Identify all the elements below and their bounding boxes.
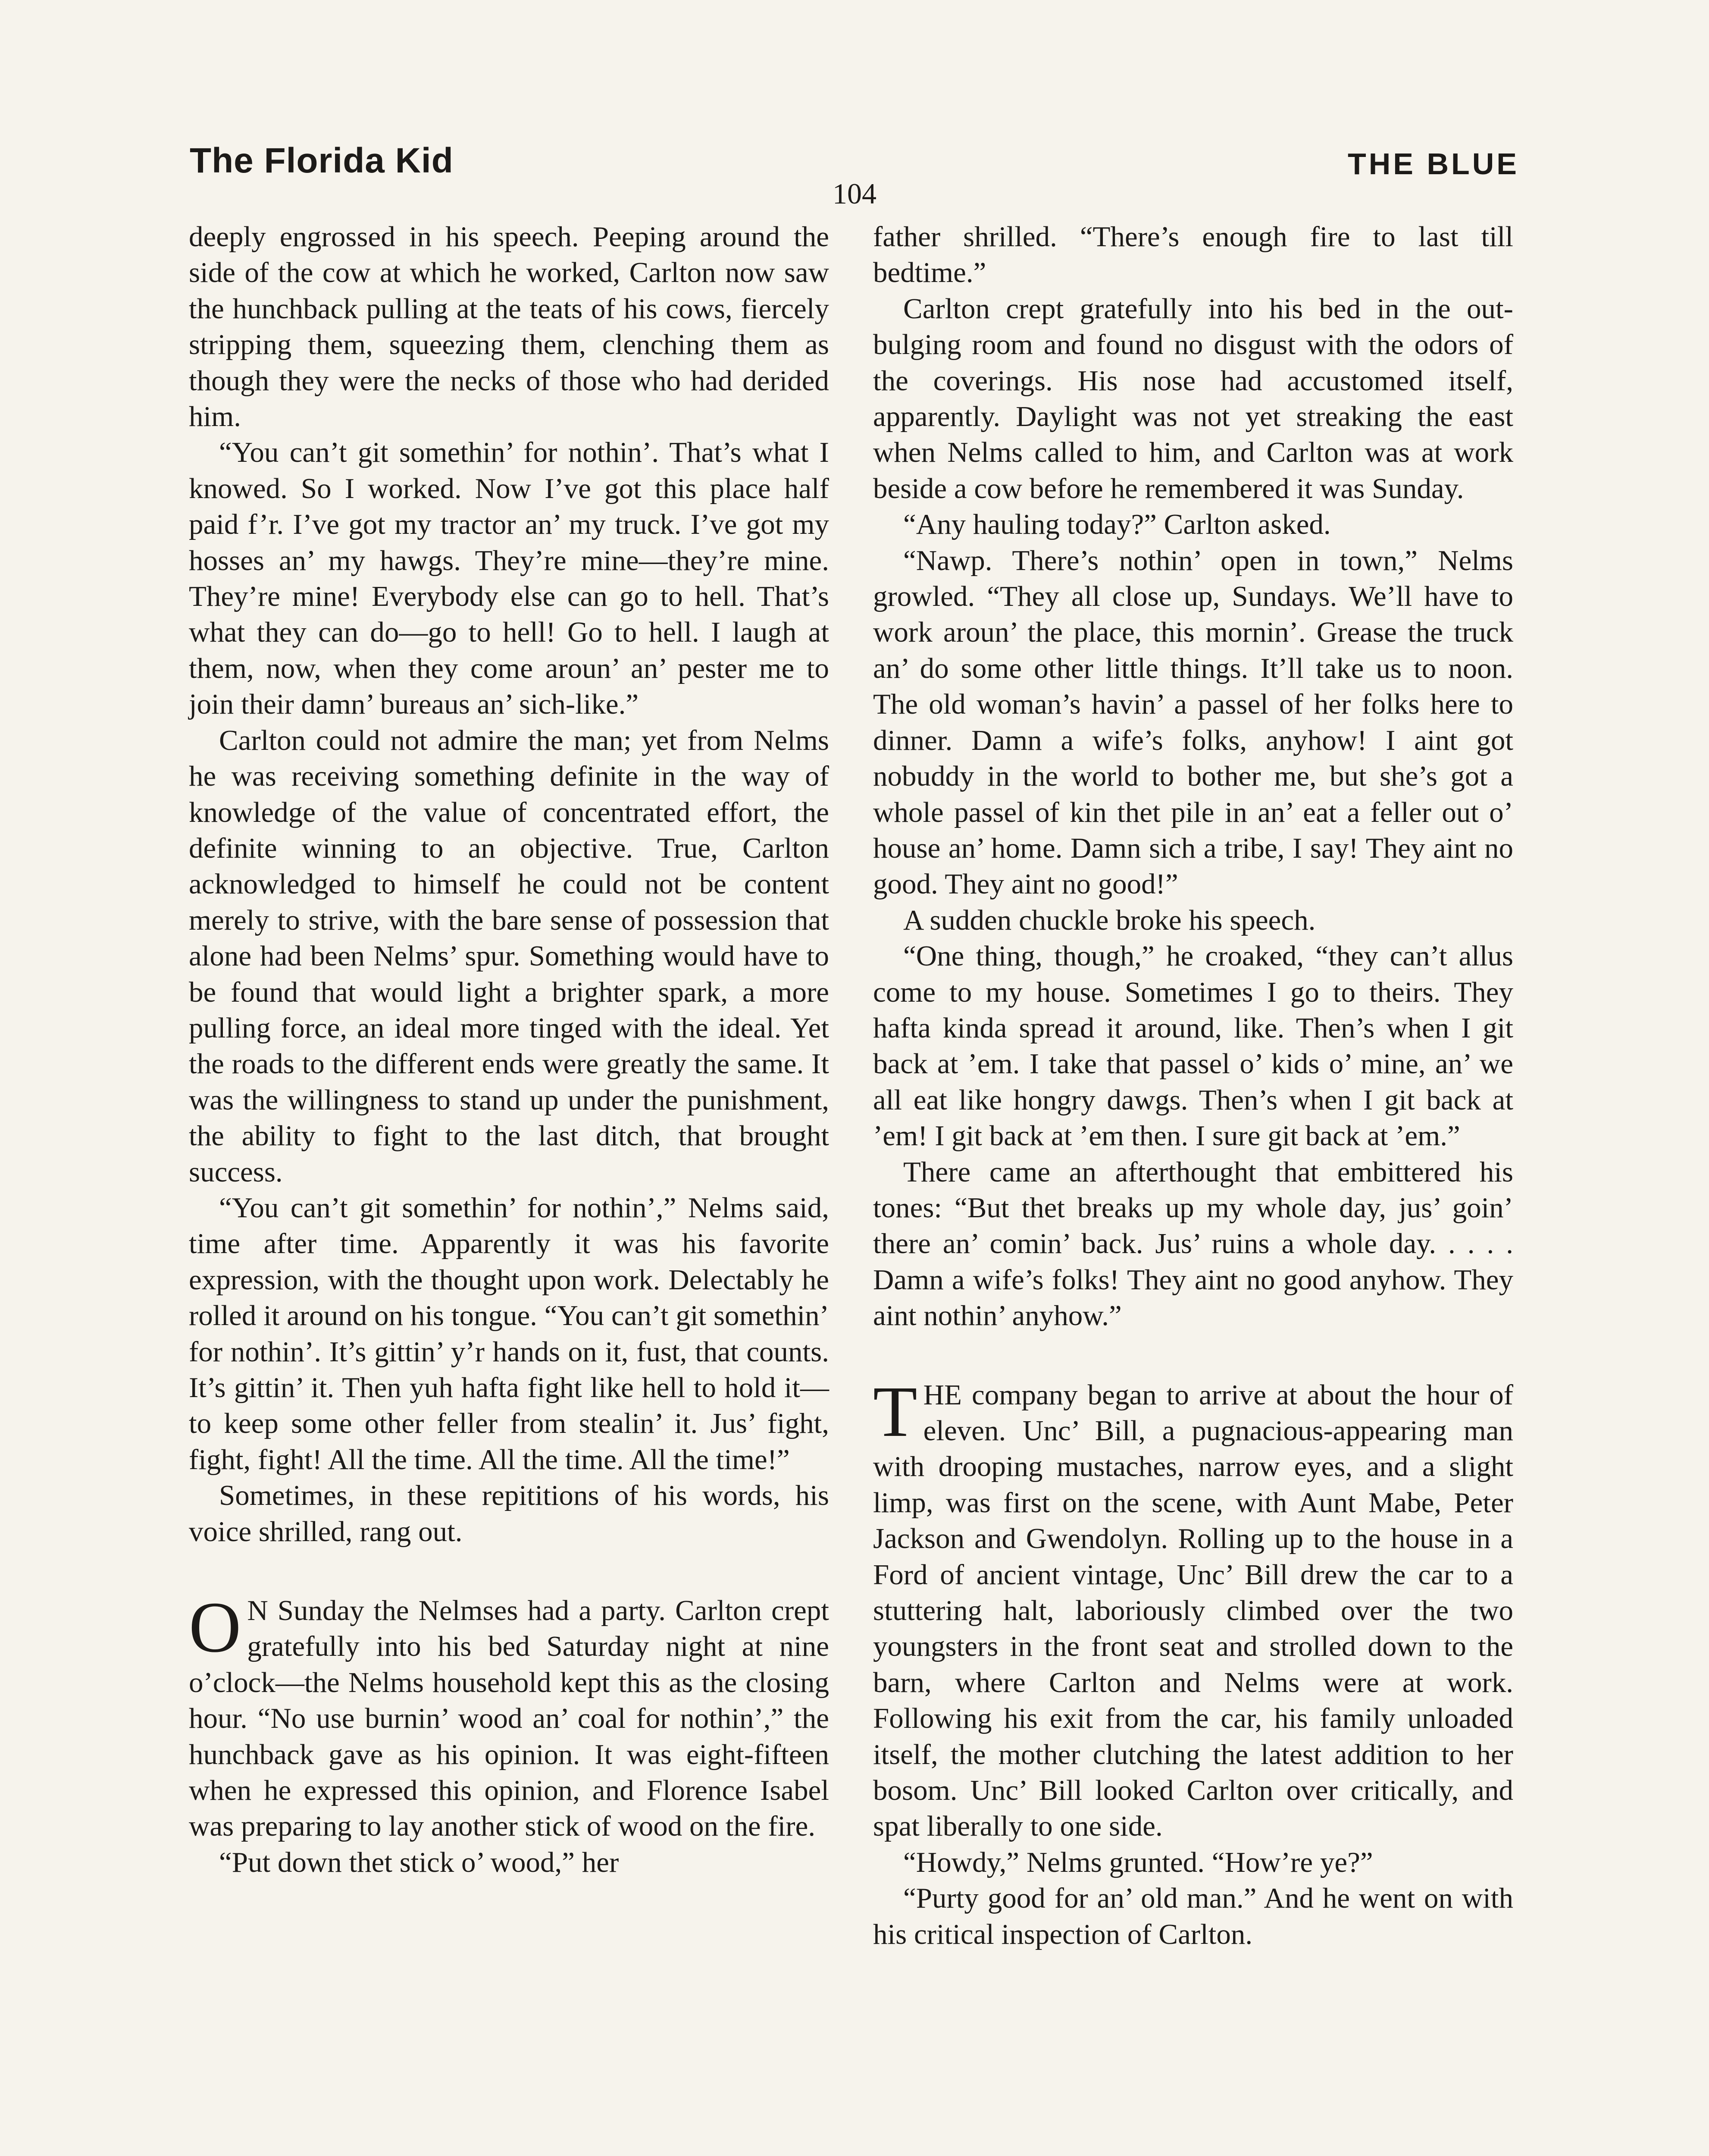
paragraph: “Nawp. There’s nothin’ open in town,” Nelms growled. “They all close up, Sundays. We’ll have to work aroun’ the place, this mornin’. Grease the truck an’ do some other little things. It’ll take us to noon. The old woman’s havin’ a passel of her folks here to dinner. Damn a wife’s folks, anyhow! I aint got nobuddy in the world to bother me, but she’s got a whole passel of kin thet pile in an’ eat a feller out o’ house an’ home. Damn sich a tribe, I say! They aint no good. They aint no good!” xyxy=(873,544,1513,900)
paragraph: “You can’t git somethin’ for nothin’. That’s what I knowed. So I worked. Now I’ve got this place half paid f’r. I’ve got my tractor an’ my truck. I’ve got my hosses an’ my hawgs. They’re mine—they’re mine. They’re mine! Everybody else can go to hell. That’s what they can do—go to hell! Go to hell. I laugh at them, now, when they come aroun’ an’ pester me to join their damn’ bureaus an’ sich-like.” xyxy=(189,436,829,721)
paragraph: There came an afterthought that embittered his tones: “But thet breaks up my whole day, jus’ goin’ there an’ comin’ back. Jus’ ruins a whole day. . . . . Damn a wife’s folks! They aint no good anyhow. They aint nothin’ anyhow.” xyxy=(873,1156,1513,1332)
story-title: The Florida Kid xyxy=(190,141,454,180)
drop-cap: T xyxy=(873,1371,917,1452)
paragraph: Carlton crept gratefully into his bed in the out-bulging room and found no disgust with the odors of the coverings. His nose had accustomed itself, apparently. Daylight was not yet streaking the east when Nelms called to him, and Carlton was at work beside a cow before he remembered it was Sunday. xyxy=(873,292,1513,505)
paragraph: Carlton could not admire the man; yet from Nelms he was receiving something definite in the way of knowledge of the value of concentrated effort, the definite winning to an objective. True, Carlton acknowledged to himself he could not be content merely to strive, with the bare sense of possession that alone had been Nelms’ spur. Something would have to be found that would light a brighter spark, a more pulling force, an ideal more tinged with the ideal. Yet the roads to the different ends were greatly the same. It was the willingness to stand up under the punishment, the ability to fight to the last ditch, that brought success. xyxy=(189,724,829,1188)
paragraph: “Purty good for an’ old man.” And he went on with his critical inspection of Carlton. xyxy=(873,1882,1513,1950)
section-paragraph xyxy=(189,1587,829,1845)
page-number: 104 xyxy=(833,177,876,210)
paragraph: Sometimes, in these repititions of his words, his voice shrilled, rang out. xyxy=(189,1479,829,1548)
paragraph: “One thing, though,” he croaked, “they can’t allus come to my house. Sometimes I go to theirs. They hafta kinda spread it around, like. Then’s when I git back at ’em. I take that passel o’ kids o’ mine, an’ we all eat like hongry dawgs. Then’s when I git back at ’em! I git back at ’em then. I sure git back at ’em.” xyxy=(873,940,1513,1152)
paragraph: “Any hauling today?” Carlton asked. xyxy=(903,508,1331,541)
paragraph: “Put down thet stick o’ wood,” her xyxy=(219,1846,619,1878)
magazine-title: THE BLUE xyxy=(1348,147,1519,181)
section-paragraph xyxy=(873,1371,1513,1845)
paragraph: “Howdy,” Nelms grunted. “How’re ye?” xyxy=(903,1846,1373,1878)
left-column xyxy=(189,219,829,1880)
right-column xyxy=(873,219,1513,1952)
paragraph: “You can’t git somethin’ for nothin’,” Nelms said, time after time. Apparently it was his favorite expression, with the thought upon work. Delectably he rolled it around on his tongue. “You can’t git somethin’ for nothin’. It’s gittin’ y’r hands on it, fust, that counts. It’s gittin’ it. Then yuh hafta fight like hell to hold it—to keep some other feller from stealin’ it. Jus’ fight, fight, fight! All the time. All the time. All the time!” xyxy=(189,1191,829,1476)
paragraph: father shrilled. “There’s enough fire to last till bedtime.” xyxy=(873,221,1513,289)
drop-cap: O xyxy=(189,1587,241,1668)
paragraph-text: N Sunday the Nelmses had a party. Carlton crept gratefully into his bed Saturday night at nine o’clock—the Nelms household kept this as the closing hour. “No use burnin’ wood an’ coal for nothin’,” the hunchback gave as his opinion. It was eight-fifteen when he expressed this opinion, and Florence Isabel was preparing to lay another stick of wood on the fire. xyxy=(189,1595,829,1843)
paragraph: A sudden chuckle broke his speech. xyxy=(903,904,1316,936)
running-header xyxy=(190,129,1519,181)
paragraph-text: HE company began to arrive at about the hour of eleven. Unc’ Bill, a pugnacious-appearing man with drooping mustaches, narrow eyes, and a slight limp, was first on the scene, with Aunt Mabe, Peter Jackson and Gwendolyn. Rolling up to the house in a Ford of ancient vintage, Unc’ Bill drew the car to a stuttering halt, laboriously climbed over the two youngsters in the front seat and strolled down to the barn, where Carlton and Nelms were at work. Following his exit from the car, his family unloaded itself, the mother clutching the latest addition to her bosom. Unc’ Bill looked Carlton over critically, and spat liberally to one side. xyxy=(873,1379,1513,1843)
paragraph: deeply engrossed in his speech. Peeping around the side of the cow at which he worked, Carlton now saw the hunchback pulling at the teats of his cows, fiercely stripping them, squeezing them, clenching them as though they were the necks of those who had derided him. xyxy=(189,221,829,433)
